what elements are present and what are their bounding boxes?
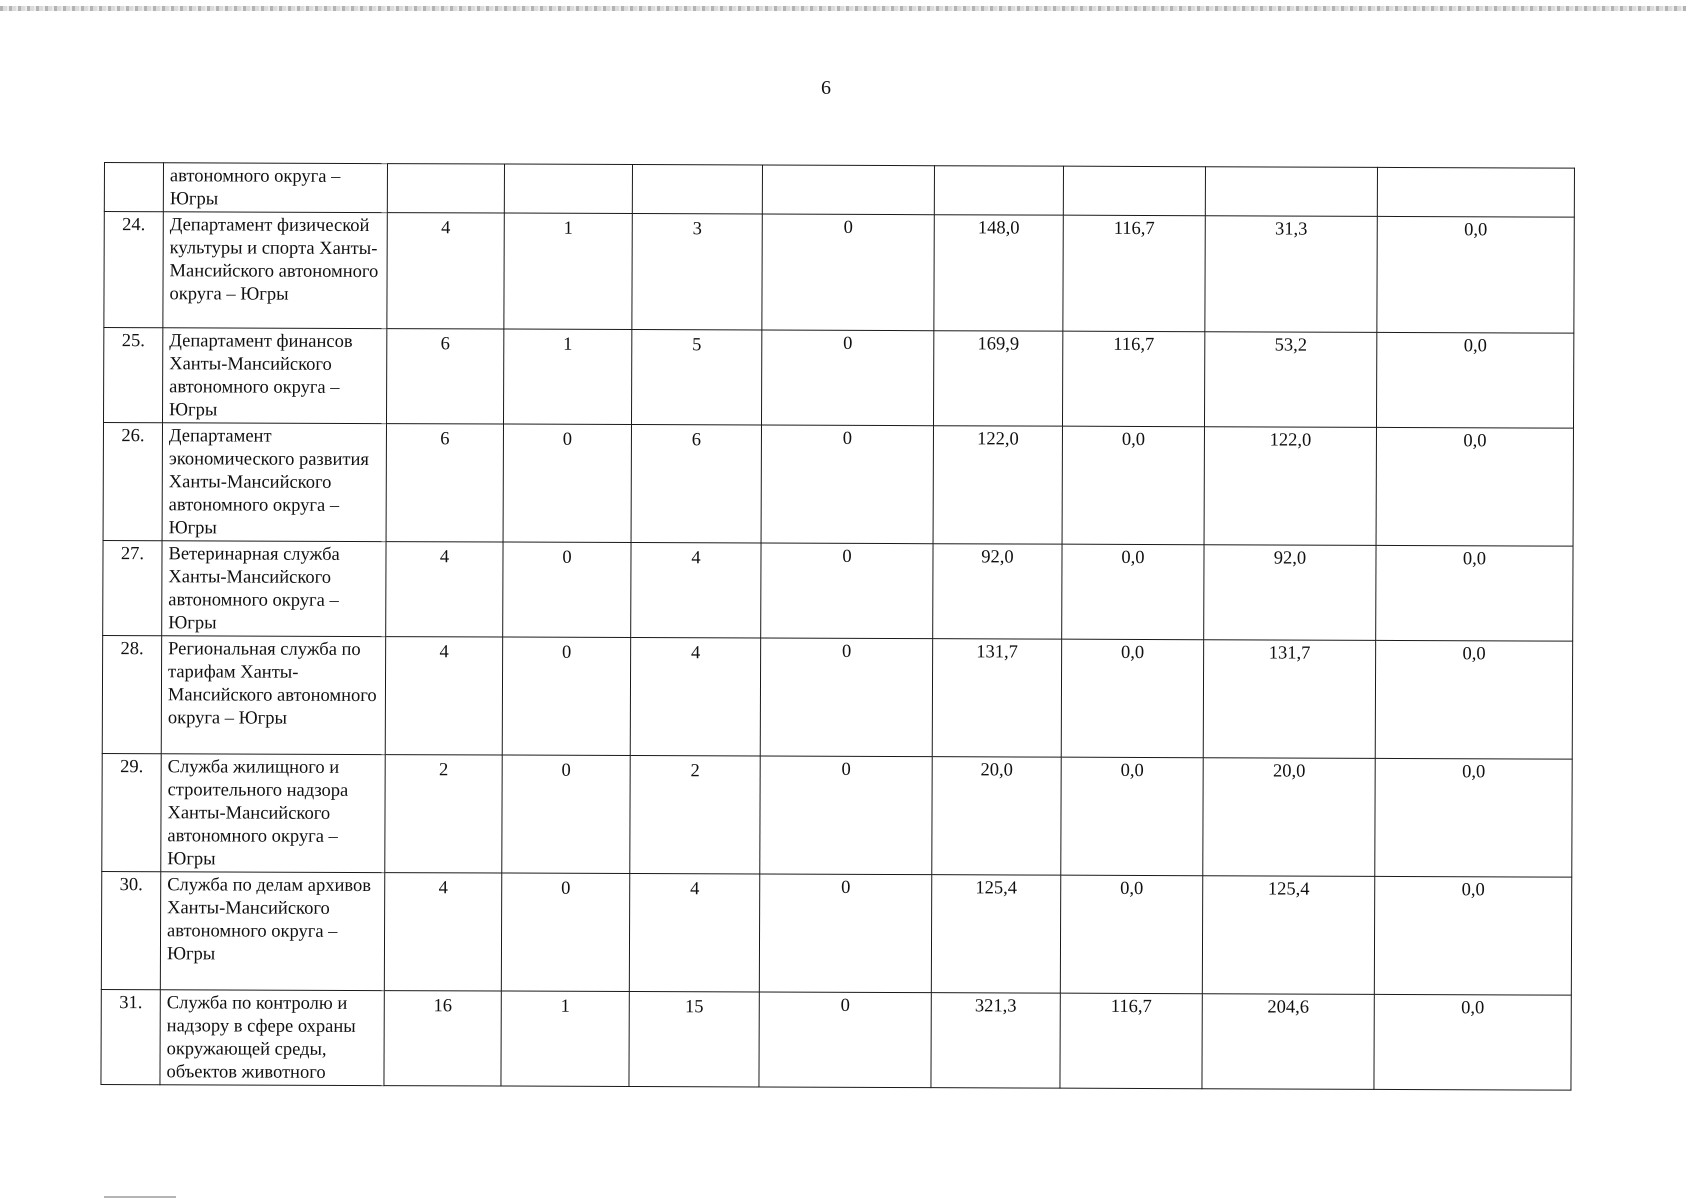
value-cell: 321,3 <box>931 993 1060 1088</box>
row-name-cell: Ветеринарная служба Ханты-Мансийского автономного округа – Югры <box>162 541 386 637</box>
value-cell: 16 <box>384 991 501 1086</box>
value-cell: 3 <box>632 214 762 330</box>
row-number-cell: 27. <box>103 540 162 635</box>
value-cell: 6 <box>386 424 503 542</box>
value-cell: 0,0 <box>1060 875 1202 994</box>
row-number-cell: 28. <box>102 635 161 753</box>
value-cell: 20,0 <box>1203 758 1375 877</box>
value-cell: 4 <box>384 873 501 991</box>
value-cell: 0,0 <box>1375 758 1572 877</box>
value-cell: 31,3 <box>1205 216 1377 333</box>
table-row <box>104 212 1574 334</box>
value-cell: 0,0 <box>1376 427 1573 546</box>
value-cell: 4 <box>385 637 502 755</box>
value-cell: 6 <box>386 329 503 424</box>
value-cell: 4 <box>631 543 761 638</box>
empty-cell <box>504 164 632 213</box>
value-cell: 0 <box>503 542 631 637</box>
empty-cell <box>632 165 762 214</box>
value-cell: 131,7 <box>1203 640 1375 759</box>
row-number-cell: 26. <box>103 423 162 541</box>
value-cell: 116,7 <box>1062 331 1204 427</box>
empty-cell <box>1063 166 1205 216</box>
value-cell: 15 <box>629 992 759 1087</box>
row-name-cell: автономного округа – Югры <box>163 163 387 213</box>
value-cell: 204,6 <box>1202 994 1374 1090</box>
value-cell: 0,0 <box>1374 994 1571 1090</box>
row-name-cell: Региональная служба по тарифам Ханты-Мансийского автономного округа – Югры <box>161 636 385 755</box>
value-cell: 0,0 <box>1375 640 1572 759</box>
value-cell: 0,0 <box>1062 544 1204 640</box>
value-cell: 0 <box>760 756 932 875</box>
table-row <box>102 635 1572 759</box>
value-cell: 0,0 <box>1061 639 1203 758</box>
value-cell: 5 <box>631 330 761 425</box>
value-cell: 4 <box>387 213 504 329</box>
value-cell: 0 <box>503 424 631 542</box>
empty-cell <box>1205 167 1377 217</box>
value-cell: 116,7 <box>1060 993 1202 1089</box>
empty-cell <box>387 164 504 213</box>
row-name-cell: Служба по контролю и надзору в сфере охраны окружающей среды, объектов животного <box>160 990 384 1086</box>
page-number: 6 <box>821 77 831 99</box>
value-cell: 20,0 <box>932 757 1061 875</box>
value-cell: 122,0 <box>933 426 1062 544</box>
value-cell: 125,4 <box>931 875 1060 993</box>
value-cell: 4 <box>630 638 760 756</box>
table-row <box>102 753 1572 877</box>
row-name-cell: Департамент финансов Ханты-Мансийского автономного округа – Югры <box>162 328 386 424</box>
value-cell: 0 <box>759 874 931 993</box>
row-number-cell: 30. <box>101 871 160 989</box>
row-number-cell: 25. <box>103 328 162 423</box>
value-cell: 125,4 <box>1202 876 1374 995</box>
data-table <box>100 162 1575 1091</box>
empty-cell <box>762 165 934 215</box>
value-cell: 2 <box>385 755 502 873</box>
value-cell: 0 <box>502 637 630 755</box>
value-cell: 0,0 <box>1374 876 1571 995</box>
value-cell: 0 <box>761 425 933 544</box>
value-cell: 169,9 <box>933 331 1062 426</box>
value-cell: 148,0 <box>934 215 1063 331</box>
value-cell: 0 <box>501 873 629 991</box>
row-name-cell: Служба жилищного и строительного надзора Ханты-Мансийского автономного округа – Югры <box>161 754 385 873</box>
value-cell: 92,0 <box>1204 545 1376 641</box>
value-cell: 0,0 <box>1377 216 1574 333</box>
scan-top-edge <box>0 6 1686 11</box>
value-cell: 0 <box>761 330 933 426</box>
value-cell: 1 <box>504 213 632 329</box>
row-number-cell: 31. <box>101 989 160 1084</box>
row-number-cell: 24. <box>104 212 163 328</box>
scan-artifact-mark <box>104 1196 176 1198</box>
row-number-cell: 29. <box>102 753 161 871</box>
row-name-cell: Служба по делам архивов Ханты-Мансийского автономного округа – Югры <box>160 872 384 991</box>
table-row <box>103 540 1573 641</box>
row-name-cell: Департамент экономического развития Ханты-Мансийского автономного округа – Югры <box>162 423 386 542</box>
value-cell: 4 <box>386 542 503 637</box>
value-cell: 0 <box>762 214 934 331</box>
empty-cell <box>1377 167 1574 217</box>
value-cell: 0 <box>760 638 932 757</box>
value-cell: 0 <box>502 755 630 873</box>
value-cell: 1 <box>503 329 631 424</box>
value-cell: 2 <box>630 756 760 874</box>
value-cell: 1 <box>501 991 629 1086</box>
value-cell: 0 <box>761 543 933 639</box>
value-cell: 92,0 <box>933 544 1062 639</box>
row-number-cell <box>104 163 163 212</box>
value-cell: 0 <box>759 992 931 1088</box>
table-row <box>101 989 1571 1090</box>
row-name-cell: Департамент физической культуры и спорта Ханты-Мансийского автономного округа – Югры <box>163 212 387 329</box>
table-row-continuation <box>104 163 1574 218</box>
value-cell: 53,2 <box>1204 332 1376 428</box>
empty-cell <box>934 166 1063 215</box>
table-row <box>103 328 1573 429</box>
value-cell: 0,0 <box>1376 332 1573 428</box>
table-row <box>103 423 1573 547</box>
value-cell: 0,0 <box>1061 757 1203 876</box>
value-cell: 116,7 <box>1063 215 1205 332</box>
table-row <box>101 871 1571 995</box>
value-cell: 4 <box>629 874 759 992</box>
value-cell: 6 <box>631 425 761 543</box>
value-cell: 0,0 <box>1376 545 1573 641</box>
value-cell: 122,0 <box>1204 427 1376 546</box>
value-cell: 131,7 <box>932 639 1061 757</box>
value-cell: 0,0 <box>1062 426 1204 545</box>
